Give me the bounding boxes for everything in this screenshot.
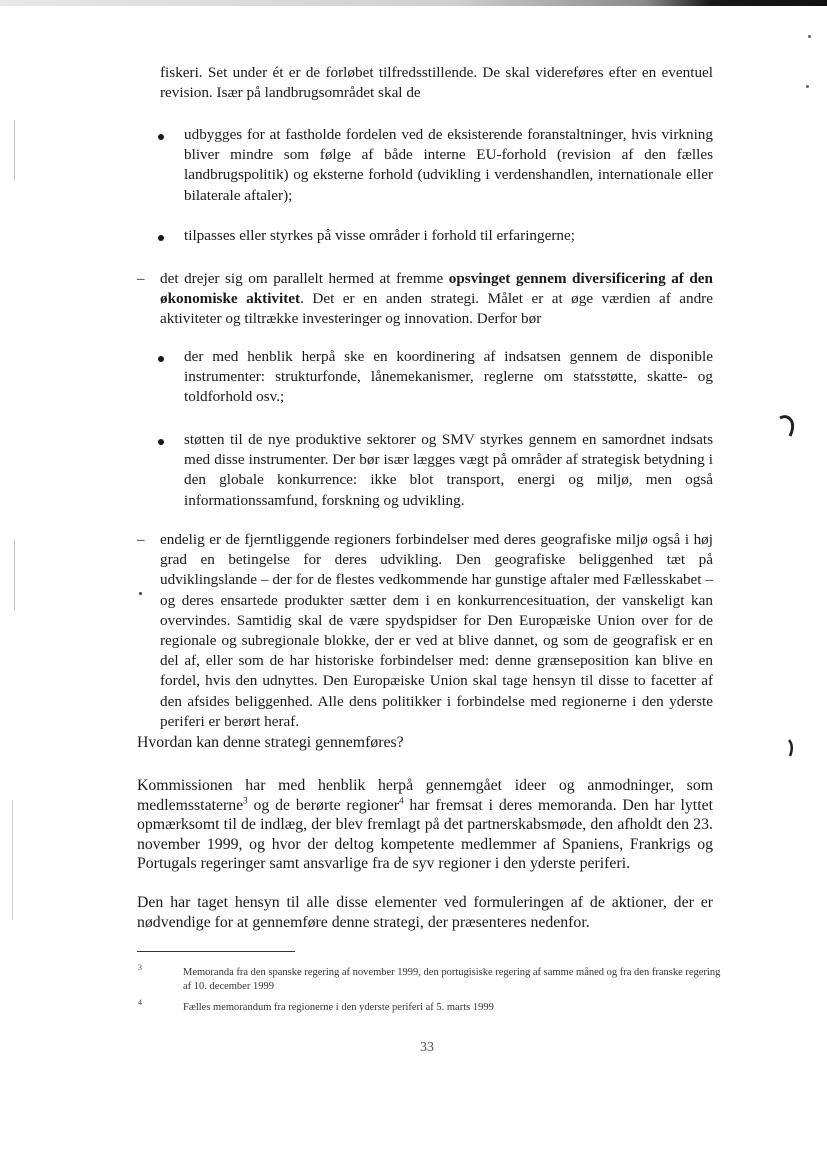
scan-speck (808, 35, 811, 38)
dash-marker: – (137, 271, 145, 287)
scan-mark (778, 412, 796, 438)
scan-speck (139, 592, 142, 595)
intro-paragraph: fiskeri. Set under ét er de forløbet tilfredsstillende. De skal videreføres efter en eventuel revision. Især på landbrugsområdet skal de (160, 64, 713, 102)
dash-item-1-emphasis: opsvinget gennem diversificering af den økonomiske aktivitet (160, 270, 713, 308)
dash-marker: – (137, 532, 145, 548)
body-paragraph-1 (137, 776, 713, 874)
footnote-ref-3: 3 (243, 795, 248, 806)
dash-item-1-text-end: . Det er en anden strategi. Målet er at øge værdien af andre aktiviteter og tiltrække investeringer og innovation. Derfor bør (160, 290, 713, 328)
scan-mark (786, 738, 796, 758)
footnote-4: Fælles memorandum fra regionerne i den yderste periferi af 5. marts 1999 (183, 1002, 494, 1013)
body-paragraph-2: Den har taget hensyn til alle disse elementer ved formuleringen af de aktioner, der er nødvendige for at gennemføre denne strategi, der præsenteres nedenfor. (137, 894, 713, 931)
page-number: 33 (420, 1040, 434, 1055)
bullet-item-4: støtten til de nye produktive sektorer og SMV styrkes gennem en samordnet indsats med disse instrumenter. Der bør især lægges vægt på områder af strategisk betydning i den globale konkurrence: ikke blot transport, energi og miljø, men også informationssamfund, forskning og udvikling. (184, 431, 713, 509)
scan-mark (14, 120, 15, 180)
footnote-3: Memoranda fra den spanske regering af november 1999, den portugisiske regering af samme måned og fra den franske regering af 10. december 1999 (183, 967, 721, 992)
scan-mark (12, 800, 13, 920)
dash-item-1-text: det drejer sig om parallelt hermed at fremme (160, 270, 449, 287)
bullet-item-2: tilpasses eller styrkes på visse områder i forhold til erfaringerne; (184, 227, 575, 244)
scan-speck (806, 85, 809, 88)
footnote-mark: 4 (138, 998, 142, 1007)
question-heading: Hvordan kan denne strategi gennemføres? (137, 734, 404, 751)
body-paragraph-1-text: Kommissionen har med henblik herpå gennemgået ideer og anmodninger, som medlemsstaterne (137, 777, 713, 814)
bullet-item-3: der med henblik herpå ske en koordinering af indsatsen gennem de disponible instrumenter: strukturfonde, lånemekanismer, reglerne om statsstøtte, skatte- og toldforhold osv.; (184, 348, 713, 406)
body-paragraph-1-text-end: har fremsat i deres memoranda. Den har lyttet opmærksomt til de indlæg, der blev fremlagt på det partnerskabsmøde, den afholdt den 23. november 1999, og hvor der deltog kompetente medlemmer af Spaniens, Frankrigs og Portugals regeringer samt ansvarlige fra de syv regioner i den yderste periferi. (137, 796, 713, 873)
bullet-icon (158, 235, 164, 241)
footnote-mark: 3 (138, 963, 142, 972)
footnote-separator (137, 951, 295, 952)
dash-item-2: endelig er de fjerntliggende regioners forbindelser med deres geografiske miljø også i høj grad en betingelse for deres udvikling. Den geografiske beliggenhed tæt på udviklingslande – der for de flestes vedkommende har gunstige aftaler med Fællesskabet – og deres ensartede produkter sætter dem i en konkurrencesituation, der vanskeligt kan overvindes. Samtidig skal de være spydspidser for Den Europæiske Union over for de regionale og subregionale blokke, der er ved at blive dannet, og som de geografisk er en del af, eller som de har historiske forbindelser med: denne grænseposition kan blive en fordel, hvis den udnyttes. Den Europæiske Union skal tage hensyn til disse to facetter af den afsides beliggenhed. Alle dens politikker i forbindelse med regionerne i den yderste periferi er berørt heraf. (160, 531, 713, 730)
bullet-icon (158, 439, 164, 445)
footnote-ref-4: 4 (399, 795, 404, 806)
bullet-icon (158, 134, 164, 140)
bullet-icon (158, 356, 164, 362)
bullet-item-1: udbygges for at fastholde fordelen ved de eksisterende foranstaltninger, hvis virkning bliver mindre som følge af både interne EU-forhold (revision af den fælles landbrugspolitik) og eksterne forhold (udvikling i verdenshandlen, internationale eller bilaterale aftaler); (184, 126, 713, 204)
scan-mark (14, 540, 15, 610)
dash-item-1 (160, 269, 713, 330)
body-paragraph-1-text-mid: og de berørte regioner (247, 796, 400, 814)
